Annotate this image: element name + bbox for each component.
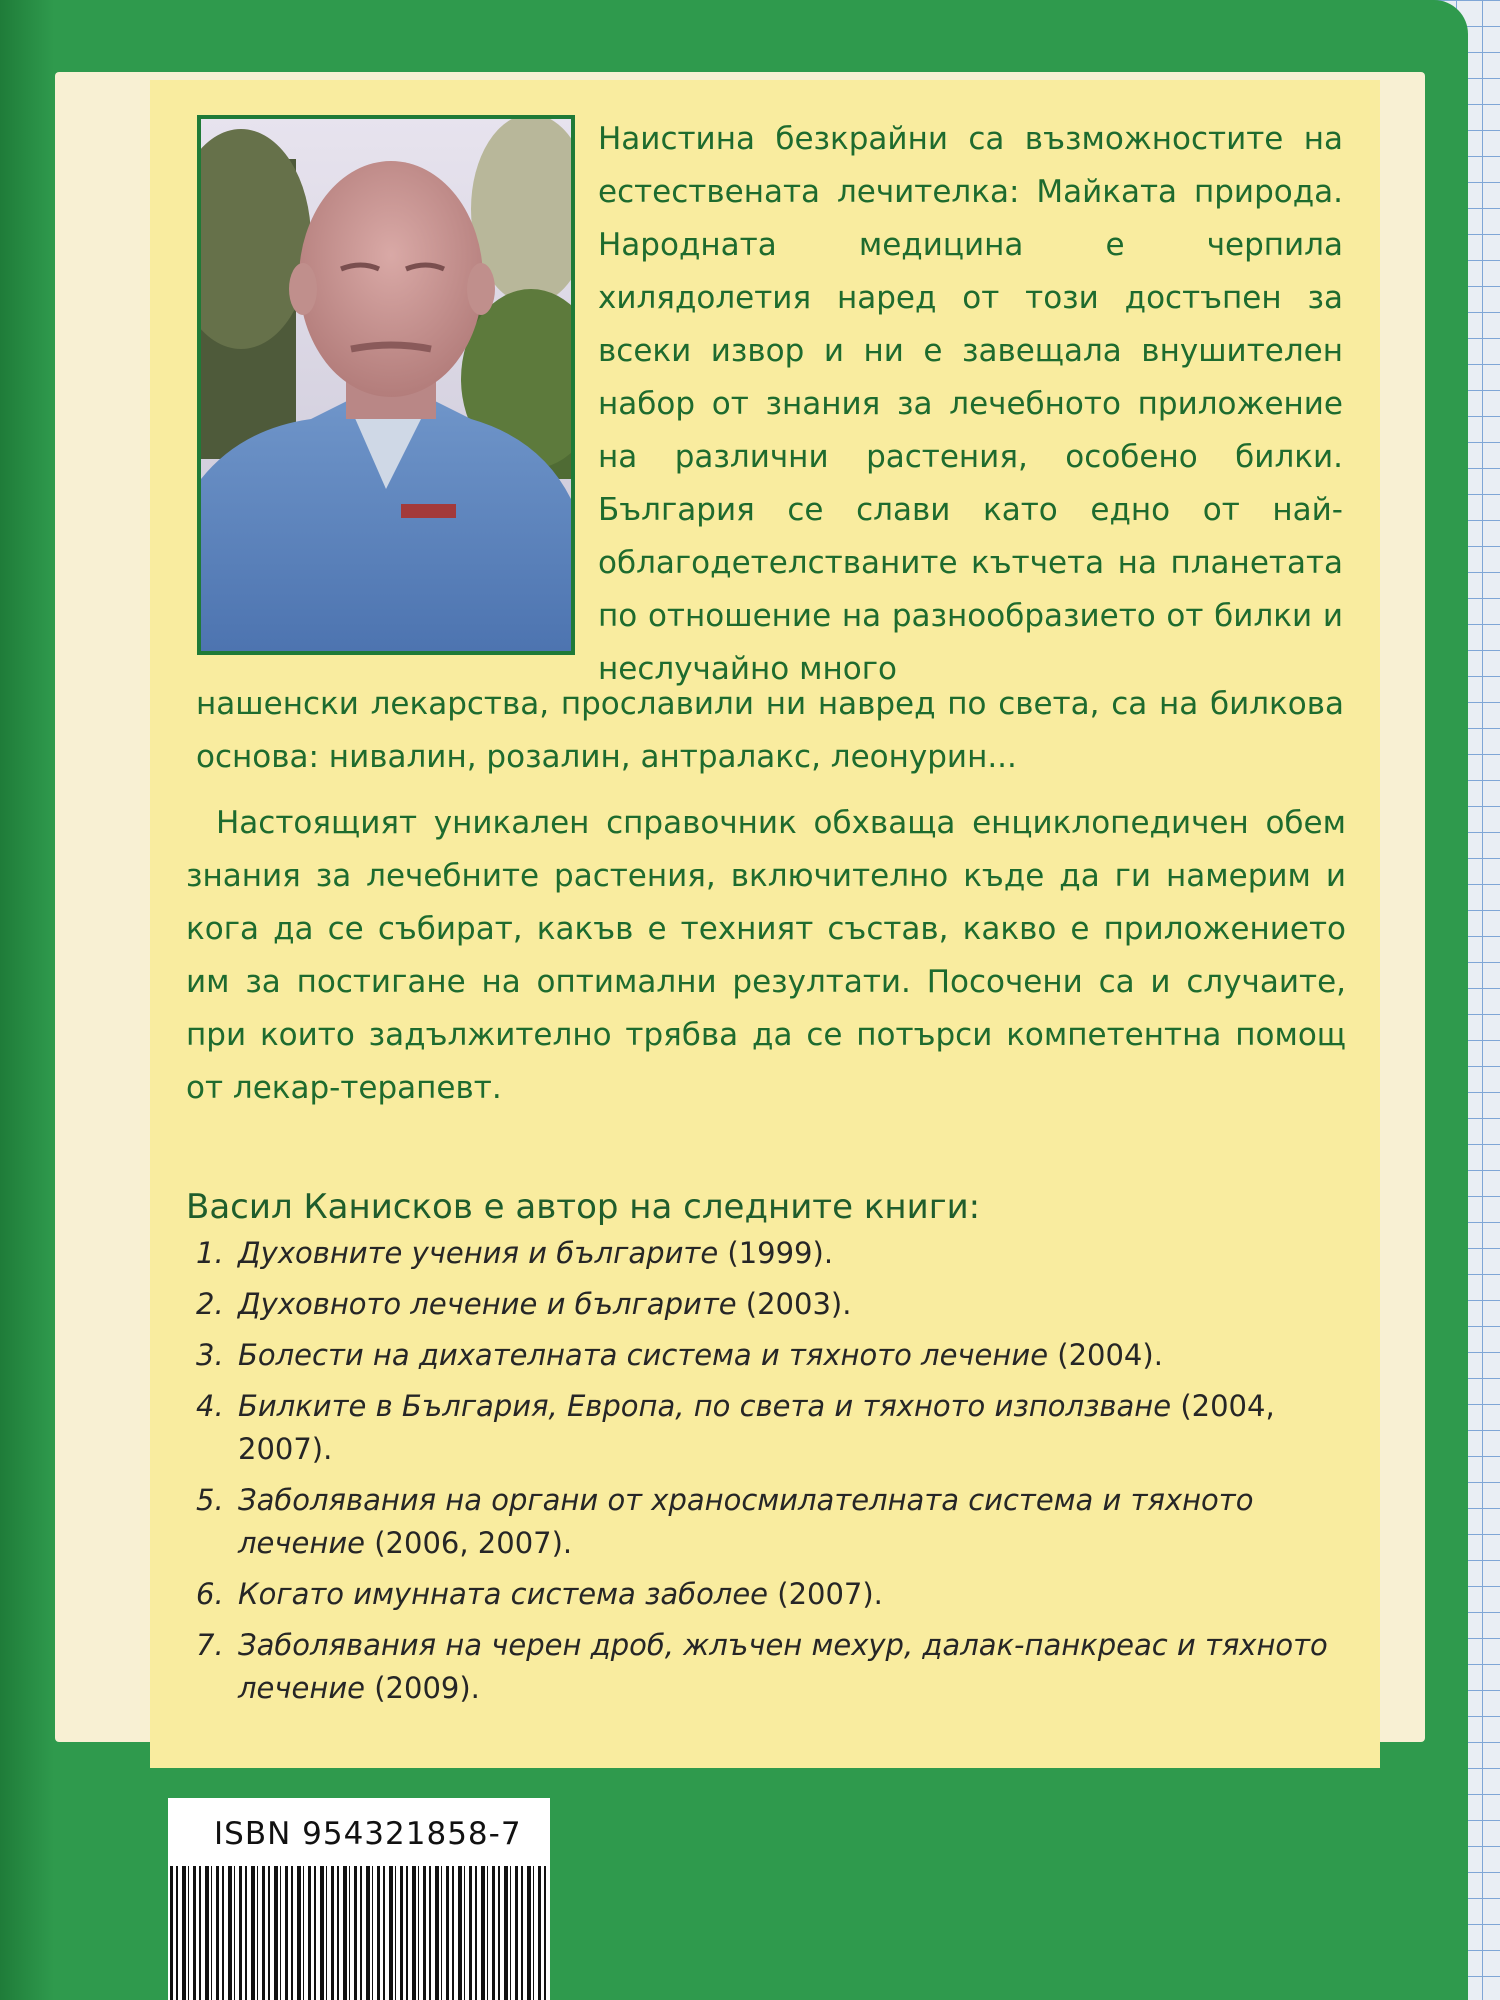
list-item: 2. Духовното лечение и българите (2003). [196, 1287, 852, 1321]
intro-paragraph-continuation: нашенски лекарства, прославили ни навред по света, са на билкова основа: нивалин, розалин, антралакс, леонурин... [196, 686, 1344, 775]
list-item: 7. Заболявания на черен дроб, жлъчен мехур, далак-панкреас и тяхното лечение (2009). [196, 1628, 1328, 1705]
books-list-heading: Васил Канисков е автор на следните книги: [186, 1187, 981, 1227]
book-spine-edge [0, 0, 54, 2000]
list-item: 3. Болести на дихателната система и тяхното лечение (2004). [196, 1338, 1163, 1372]
description-paragraph: Настоящият уникален справочник обхваща енциклопедичен обем знания за лечебните растения, включително къде да ги намерим и кога да се събират, какъв е техният състав, какво е приложението им за постигане на оптимални резултати. Посочени са и случаите, при които задължително трябва да се потърси компетентна помощ от лекар-терапевт. [186, 805, 1346, 1106]
list-item: 5. Заболявания на органи от храносмилателната система и тяхното лечение (2006, 2007). [196, 1483, 1254, 1560]
list-item: 4. Билките в България, Европа, по света и тяхното използване (2004, 2007). [196, 1389, 1275, 1466]
barcode-bars [170, 1866, 546, 2000]
list-item: 6. Когато имунната система заболее (2007). [196, 1577, 883, 1611]
isbn-number: ISBN 954321858-7 [214, 1816, 522, 1852]
list-item: 1. Духовните учения и българите (1999). [196, 1236, 834, 1270]
barcode-label [168, 1798, 550, 2000]
author-portrait-image [201, 119, 571, 651]
intro-paragraph: Наистина безкрайни са възможностите на естествената лечителка: Майката природа. Народната медицина е черпила хилядолетия наред от този достъпен за всеки извор и ни е завещала внушителен набор от знания за лечебното приложение на различни растения, особено билки. България се слави като едно от най-облагодетелстваните кътчета на планетата по отношение на разнообразието от билки и неслучайно много [598, 121, 1343, 687]
books-list [196, 1232, 1346, 1718]
author-photo [197, 115, 575, 655]
